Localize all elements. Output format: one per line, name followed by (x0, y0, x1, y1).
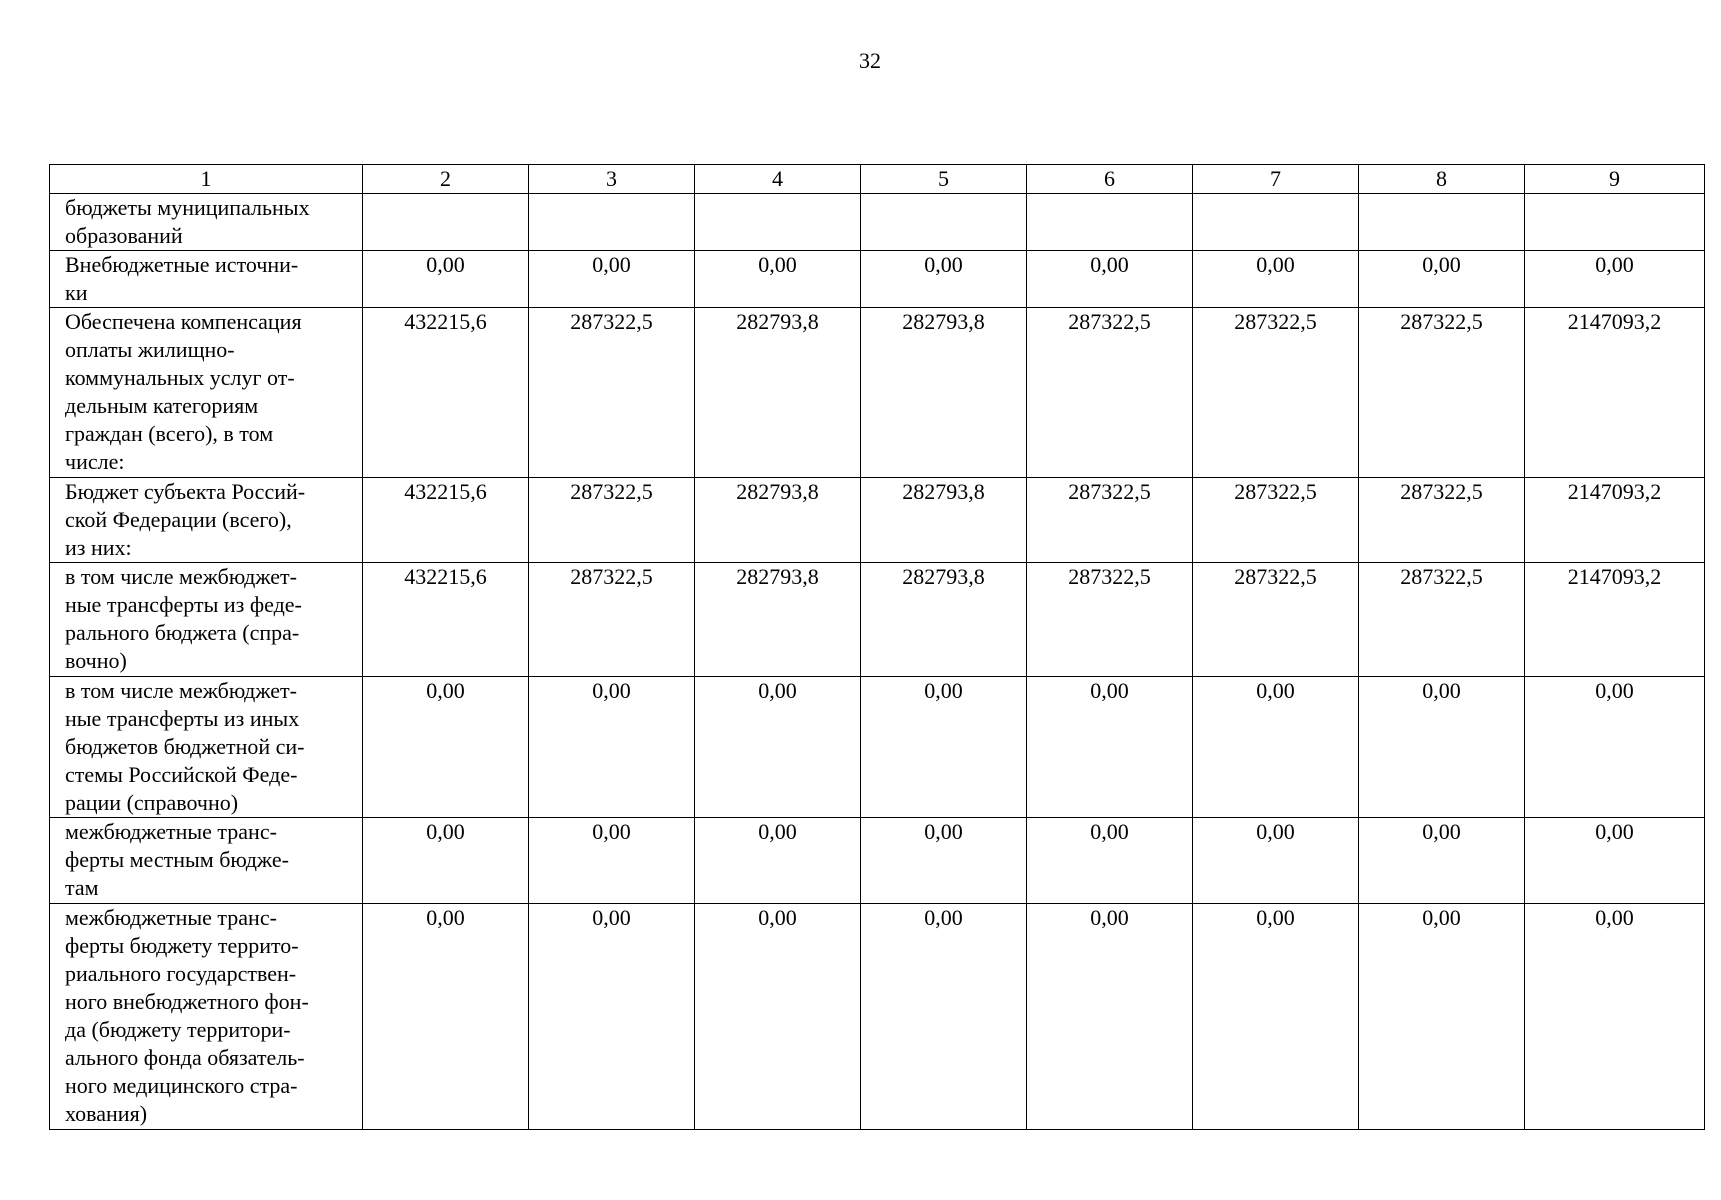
table-row (50, 308, 1705, 478)
cell-value: 0,00 (1027, 904, 1193, 1130)
cell-value: 2147093,2 (1525, 478, 1705, 563)
row-label: межбюджетные транс- ферты бюджету террито- риального государствен- ного внебюджетного фон- да (бюджету территори- ального фонда обязатель- ного медицинского стра- хования) (50, 904, 363, 1130)
row-label: в том числе межбюджет- ные трансферты из иных бюджетов бюджетной си- стемы Российской Феде- рации (справочно) (50, 677, 363, 818)
cell-value: 432215,6 (363, 308, 529, 478)
cell-value: 0,00 (363, 251, 529, 308)
row-label: Внебюджетные источни- ки (50, 251, 363, 308)
cell-value: 2147093,2 (1525, 308, 1705, 478)
column-header: 7 (1193, 165, 1359, 194)
cell-value (1193, 194, 1359, 251)
cell-value: 0,00 (529, 251, 695, 308)
cell-value: 282793,8 (695, 563, 861, 677)
row-label: Бюджет субъекта Россий- ской Федерации (всего), из них: (50, 478, 363, 563)
cell-value: 287322,5 (1027, 563, 1193, 677)
cell-value: 0,00 (529, 904, 695, 1130)
row-label: межбюджетные транс- ферты местным бюдже- там (50, 818, 363, 904)
cell-value: 0,00 (1525, 818, 1705, 904)
column-header: 3 (529, 165, 695, 194)
cell-value: 287322,5 (529, 478, 695, 563)
cell-value: 0,00 (363, 677, 529, 818)
cell-value: 0,00 (1525, 904, 1705, 1130)
column-header: 6 (1027, 165, 1193, 194)
cell-value (529, 194, 695, 251)
cell-value: 0,00 (861, 818, 1027, 904)
cell-value: 0,00 (363, 818, 529, 904)
row-label: Обеспечена компенсация оплаты жилищно- коммунальных услуг от- дельным категориям граждан (всего), в том числе: (50, 308, 363, 478)
cell-value: 0,00 (1193, 904, 1359, 1130)
row-label: бюджеты муниципальных образований (50, 194, 363, 251)
row-label: в том числе межбюджет- ные трансферты из феде- рального бюджета (спра- вочно) (50, 563, 363, 677)
cell-value (695, 194, 861, 251)
cell-value: 0,00 (861, 677, 1027, 818)
cell-value: 0,00 (1525, 677, 1705, 818)
page-number: 32 (859, 48, 881, 73)
cell-value: 0,00 (861, 251, 1027, 308)
cell-value: 287322,5 (1193, 308, 1359, 478)
cell-value: 0,00 (1359, 818, 1525, 904)
table-row (50, 251, 1705, 308)
column-header: 5 (861, 165, 1027, 194)
budget-table (49, 164, 1705, 1130)
cell-value: 2147093,2 (1525, 563, 1705, 677)
table-row (50, 563, 1705, 677)
cell-value: 0,00 (363, 904, 529, 1130)
cell-value (1027, 194, 1193, 251)
table-row (50, 677, 1705, 818)
cell-value (1359, 194, 1525, 251)
table-row (50, 904, 1705, 1130)
column-header: 8 (1359, 165, 1525, 194)
cell-value: 0,00 (695, 904, 861, 1130)
cell-value: 287322,5 (1027, 308, 1193, 478)
column-header: 2 (363, 165, 529, 194)
cell-value: 282793,8 (861, 478, 1027, 563)
cell-value: 282793,8 (861, 308, 1027, 478)
cell-value: 0,00 (695, 677, 861, 818)
cell-value: 0,00 (529, 818, 695, 904)
cell-value: 0,00 (1027, 818, 1193, 904)
cell-value: 0,00 (695, 818, 861, 904)
cell-value: 432215,6 (363, 478, 529, 563)
cell-value: 287322,5 (1193, 563, 1359, 677)
cell-value: 0,00 (1193, 251, 1359, 308)
cell-value: 0,00 (529, 677, 695, 818)
cell-value (861, 194, 1027, 251)
cell-value: 0,00 (861, 904, 1027, 1130)
table-row (50, 194, 1705, 251)
cell-value: 282793,8 (695, 478, 861, 563)
cell-value: 287322,5 (1359, 478, 1525, 563)
cell-value: 287322,5 (529, 563, 695, 677)
cell-value: 0,00 (1525, 251, 1705, 308)
cell-value: 432215,6 (363, 563, 529, 677)
cell-value: 287322,5 (1027, 478, 1193, 563)
cell-value: 0,00 (1359, 251, 1525, 308)
cell-value: 282793,8 (695, 308, 861, 478)
header-row (50, 165, 1705, 194)
cell-value: 0,00 (1193, 818, 1359, 904)
cell-value: 287322,5 (1359, 308, 1525, 478)
cell-value: 287322,5 (529, 308, 695, 478)
cell-value: 0,00 (1193, 677, 1359, 818)
cell-value: 287322,5 (1359, 563, 1525, 677)
cell-value: 0,00 (695, 251, 861, 308)
table-row (50, 818, 1705, 904)
cell-value: 0,00 (1359, 677, 1525, 818)
cell-value: 282793,8 (861, 563, 1027, 677)
cell-value (363, 194, 529, 251)
cell-value: 0,00 (1359, 904, 1525, 1130)
cell-value: 287322,5 (1193, 478, 1359, 563)
cell-value: 0,00 (1027, 251, 1193, 308)
table-row (50, 478, 1705, 563)
cell-value (1525, 194, 1705, 251)
column-header: 4 (695, 165, 861, 194)
column-header: 9 (1525, 165, 1705, 194)
cell-value: 0,00 (1027, 677, 1193, 818)
column-header: 1 (50, 165, 363, 194)
